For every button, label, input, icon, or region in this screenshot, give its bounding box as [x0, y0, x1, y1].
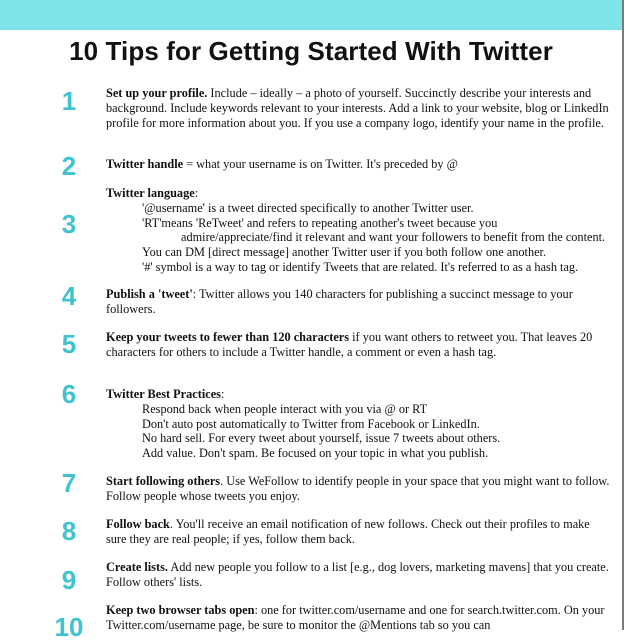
tip-5 [106, 330, 612, 360]
tip-heading: Twitter handle [106, 157, 184, 171]
tip-10 [106, 603, 612, 633]
tip-line: Add value. Don't spam. Be focused on your topic in what you publish. [142, 446, 489, 461]
tip-4 [106, 287, 612, 317]
tip-line: '#' symbol is a way to tag or identify Tweets that are related. It's referred to as a hash tag. [142, 259, 579, 274]
page-edge-rule [622, 0, 624, 630]
header-band [0, 0, 622, 30]
tip-text: = what your username is on Twitter. It's preceded by @ [183, 157, 458, 171]
tip-1 [106, 86, 612, 130]
tip-6 [106, 387, 612, 461]
tip-text: : one for twitter.com/username and one for search.twitter.com. On your Twitter.com/username page, be sure to monitor the @Mentions tab so you can [106, 603, 605, 632]
tip-number: 1 [61, 86, 77, 116]
tip-text: Add new people you follow to a list [e.g., dog lovers, marketing mavens] that you create. Follow others' lists. [106, 560, 609, 589]
tip-line: admire/appreciate/find it relevant and want your followers to benefit from the content. [181, 230, 606, 245]
tip-text: Include – ideally – a photo of yourself. Succinctly describe your interests and background. Include keywords relevant to your interests. Add a link to your website, blog or LinkedIn profile for more information about you. If you use a company logo, identify your name in the profile. [106, 86, 609, 130]
tip-text: : Twitter allows you 140 characters for publishing a succinct message to your followers. [106, 287, 573, 316]
page-title: 10 Tips for Getting Started With Twitter [69, 36, 553, 66]
tip-number: 6 [61, 379, 77, 409]
tip-8 [106, 517, 612, 547]
tip-3 [106, 186, 612, 275]
tip-number: 9 [61, 565, 77, 595]
tip-heading: Keep your tweets to fewer than 120 characters [106, 330, 350, 344]
tip-heading: Follow back [106, 517, 170, 531]
tip-text: : [220, 387, 225, 401]
tip-heading: Set up your profile. [106, 86, 208, 100]
tip-heading: Start following others [106, 474, 221, 488]
tip-number: 3 [61, 209, 77, 239]
tip-text: . Use WeFollow to identify people in your space that you might want to follow. Follow people whose tweets you enjoy. [106, 474, 610, 503]
tip-heading: Twitter language [106, 186, 195, 200]
tip-line: 'RT'means 'ReTweet' and refers to repeating another's tweet because you [142, 215, 498, 230]
tip-number: 2 [61, 151, 77, 181]
tip-2 [106, 157, 612, 172]
tip-line: Don't auto post automatically to Twitter from Facebook or LinkedIn. [142, 416, 480, 431]
tip-7 [106, 474, 612, 504]
tip-9 [106, 560, 612, 590]
tip-heading: Create lists. [106, 560, 168, 574]
tip-line: '@username' is a tweet directed specifically to another Twitter user. [142, 200, 474, 215]
tip-number: 5 [61, 329, 77, 359]
tip-text: if you want others to retweet you. That leaves 20 characters for others to include a Twitter handle, a comment or even a hash tag. [106, 330, 593, 359]
tip-heading: Twitter Best Practices [106, 387, 221, 401]
tip-text: . You'll receive an email notification of new follows. Check out their profiles to make sure they are real people; if yes, follow them back. [106, 517, 590, 546]
tip-number: 4 [61, 281, 77, 311]
tip-number: 7 [61, 468, 77, 498]
tip-line: You can DM [direct message] another Twitter user if you both follow one another. [142, 245, 547, 260]
tip-heading: Keep two browser tabs open [106, 603, 255, 617]
tip-line: Respond back when people interact with you via @ or RT [142, 401, 428, 416]
tip-number: 10 [54, 612, 84, 642]
tip-heading: Publish a 'tweet' [106, 287, 193, 301]
tip-number: 8 [61, 516, 77, 546]
tip-line: No hard sell. For every tweet about yourself, issue 7 tweets about others. [142, 431, 501, 446]
tip-text: : [194, 186, 199, 200]
